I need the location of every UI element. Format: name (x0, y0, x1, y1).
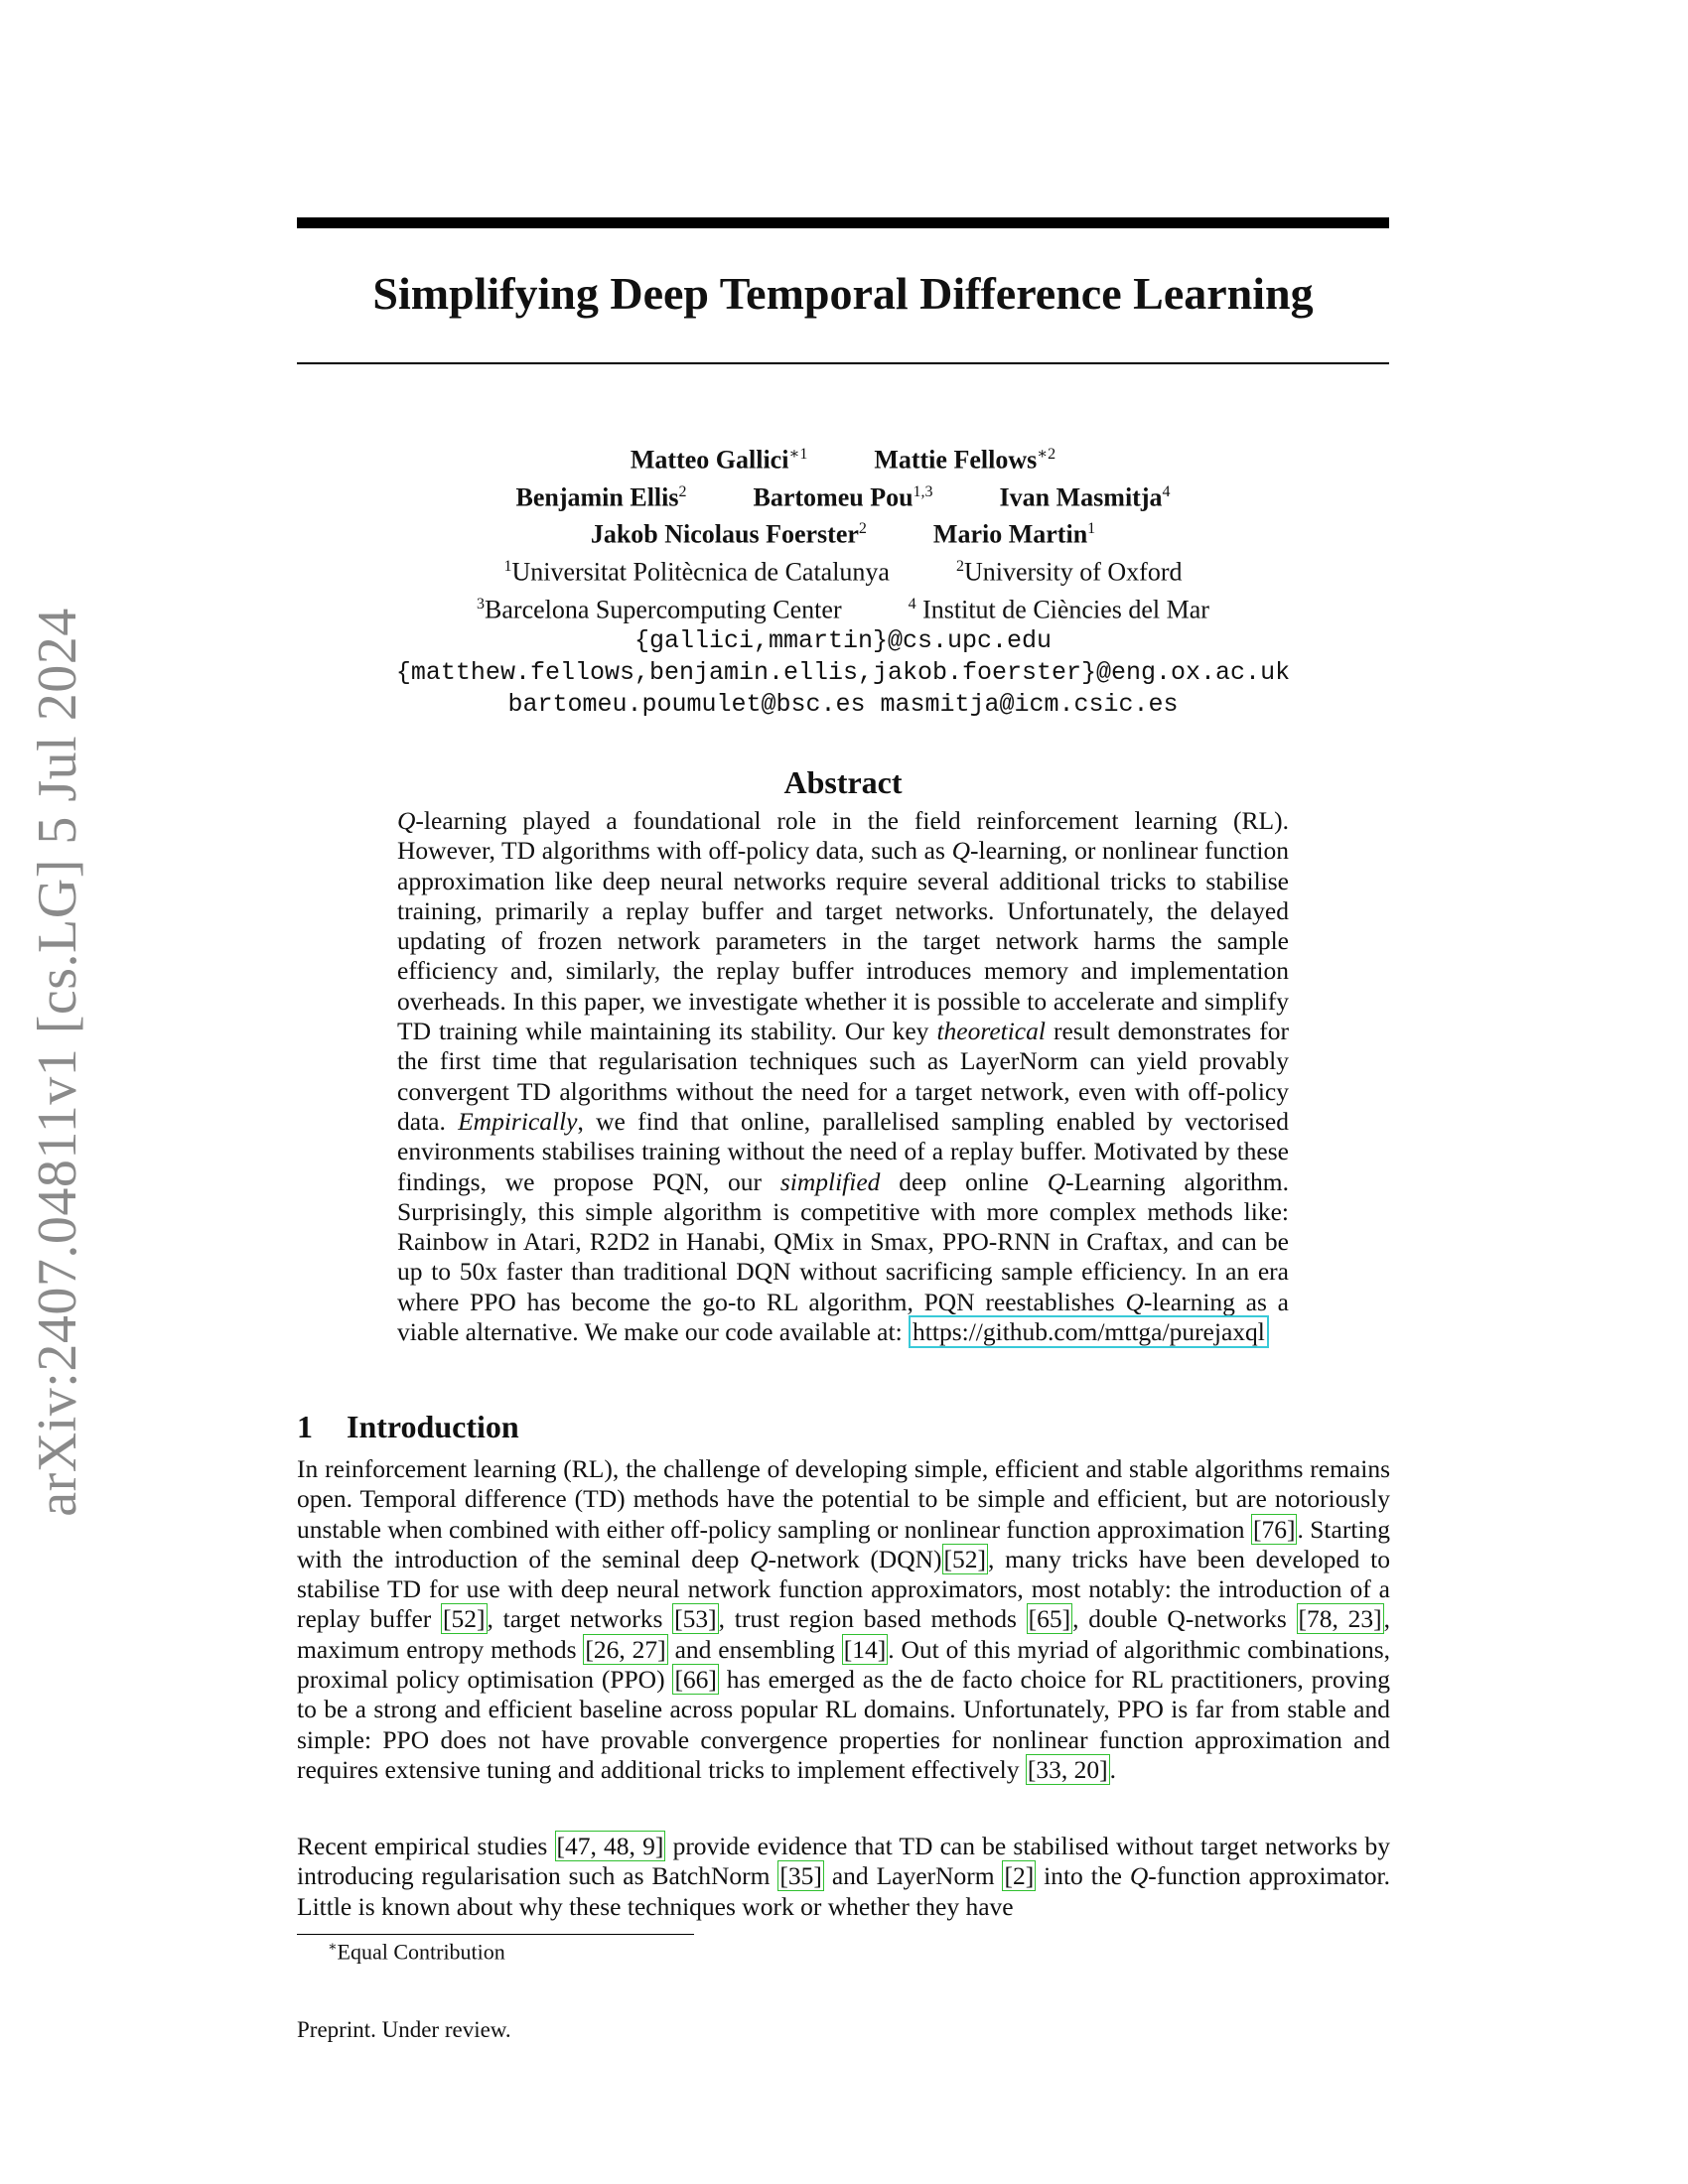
author-sup: 2 (678, 482, 687, 500)
footnote-mark: ∗ (328, 1940, 338, 1955)
citation-link[interactable]: [78, 23] (1298, 1604, 1382, 1634)
title-bottom-rule (297, 362, 1389, 364)
affiliation: Institut de Ciències del Mar (922, 595, 1209, 624)
section-heading-introduction (297, 1409, 519, 1445)
author-line-3 (297, 513, 1389, 551)
author-block (297, 439, 1389, 721)
body-text: provide evidence that TD can be stabilised without target networks by introducing regularisation such as BatchNorm (297, 1832, 1391, 1891)
preprint-notice: Preprint. Under review. (297, 2017, 511, 2042)
affiliation: Universitat Politècnica de Catalunya (511, 557, 890, 587)
section-number: 1 (297, 1409, 313, 1444)
affiliation-line-1 (297, 551, 1389, 589)
emphasis: Empirically (458, 1106, 578, 1136)
math-q: Q (750, 1544, 769, 1573)
math-q: Q (951, 836, 970, 866)
body-text: -function approximator. Little is known about why these techniques work or whether they have (297, 1861, 1391, 1921)
abstract-heading: Abstract (783, 764, 903, 800)
author-name: Mario Martin (932, 519, 1088, 549)
affiliation-sup: 2 (955, 557, 964, 575)
citation-link[interactable]: [35] (779, 1861, 822, 1891)
author-name: Matteo Gallici (630, 445, 789, 475)
author-sup: ∗2 (1037, 446, 1056, 463)
citation-link[interactable]: [53] (674, 1604, 717, 1634)
body-text: has emerged as the de facto choice for RL practitioners, proving to be a strong and efficient baseline across popular RL domains. Unfortunately, PPO is far from stable and simple: PPO does not have provable convergence properties for nonlinear function approximation and requires extensive tuning and additional tricks to implement effectively (297, 1665, 1390, 1784)
footnote-rule (297, 1934, 694, 1935)
citation-link[interactable]: [14] (843, 1634, 887, 1664)
author-sup: 1 (1087, 520, 1096, 538)
intro-paragraph-2 (297, 1832, 1390, 1922)
abstract-text: -learning as a viable alternative. We make our code available at: (397, 1287, 1290, 1347)
abstract-text: deep online (880, 1166, 1048, 1196)
author-name: Mattie Fellows (874, 445, 1038, 475)
intro-paragraph-1 (297, 1454, 1390, 1785)
author-name: Benjamin Ellis (515, 482, 679, 512)
abstract-text: -learning played a foundational role in the field reinforcement learning (RL). However, TD algorithms with off-policy data, such as (397, 806, 1289, 866)
footnote-text: Equal Contribution (337, 1939, 505, 1965)
affiliation-sup: 4 (908, 595, 916, 613)
body-text: . Starting with the introduction of the seminal deep (297, 1514, 1390, 1573)
math-q: Q (1047, 1166, 1066, 1196)
affiliation: Barcelona Supercomputing Center (485, 595, 842, 624)
email-line: {gallici,mmartin}@cs.upc.edu (633, 626, 1053, 656)
citation-link[interactable]: [52] (443, 1604, 486, 1634)
footnote (328, 1939, 505, 1965)
body-text: , trust region based methods (718, 1604, 1027, 1634)
emphasis: simplified (779, 1166, 881, 1196)
math-q: Q (397, 806, 416, 835)
abstract-body (397, 806, 1289, 1347)
citation-link[interactable]: [26, 27] (585, 1634, 666, 1664)
body-text: . (1109, 1754, 1116, 1784)
author-line-1 (297, 439, 1389, 477)
citation-link[interactable]: [33, 20] (1027, 1754, 1108, 1784)
author-sup: 4 (1162, 482, 1171, 500)
author-line-2 (297, 477, 1389, 514)
body-text: into the (1036, 1861, 1130, 1891)
abstract-text: result demonstrates for the first time that regularisation techniques such as LayerNorm can yield provably convergent TD algorithms without the need for a target network, even with off-policy data. (397, 1017, 1289, 1136)
author-sup: 2 (858, 520, 867, 538)
email-line: {matthew.fellows,benjamin.ellis,jakob.foerster}@eng.ox.ac.uk (395, 658, 1291, 688)
citation-link[interactable]: [65] (1028, 1604, 1071, 1634)
citation-link[interactable]: [76] (1252, 1514, 1296, 1544)
citation-link[interactable]: [52] (943, 1544, 987, 1573)
author-name: Ivan Masmitja (999, 482, 1163, 512)
affiliation-sup: 1 (503, 557, 512, 575)
body-text: , many tricks have been developed to stabilise TD for use with deep neural network function approximators, most notably: the introduction of a replay buffer (297, 1544, 1391, 1634)
body-text: Recent empirical studies (297, 1832, 555, 1860)
affiliation: University of Oxford (963, 557, 1183, 587)
body-text: , double Q-networks (1072, 1604, 1297, 1634)
author-sup: ∗1 (788, 446, 808, 463)
body-text: and ensembling (667, 1634, 842, 1664)
author-sup: 1,3 (913, 482, 933, 500)
abstract-text: , we find that online, parallelised sampling enabled by vectorised environments stabilises training without the need of a replay buffer. Motivated by these findings, we propose PQN, our (397, 1106, 1289, 1196)
affiliation-sup: 3 (477, 595, 486, 613)
email-line: bartomeu.poumulet@bsc.es masmitja@icm.csic.es (507, 690, 1179, 720)
affiliation-line-2 (297, 589, 1389, 626)
math-q: Q (1129, 1861, 1149, 1891)
body-text: , maximum entropy methods (297, 1604, 1391, 1664)
citation-link[interactable]: [66] (674, 1665, 717, 1695)
code-repo-link[interactable]: https://github.com/mttga/purejaxql (909, 1315, 1269, 1348)
body-text: In reinforcement learning (RL), the challenge of developing simple, efficient and stable algorithms remains open. Temporal difference (TD) methods have the potential to be simple and efficient, but are notoriously unstable when combined with either off-policy sampling or nonlinear function approximation (297, 1454, 1390, 1544)
body-text: -network (DQN) (768, 1544, 942, 1573)
emphasis: theoretical (936, 1017, 1046, 1046)
body-text: . Out of this myriad of algorithmic combinations, proximal policy optimisation (PPO) (297, 1634, 1391, 1695)
body-text: and LayerNorm (823, 1861, 1003, 1891)
title-top-rule (297, 217, 1389, 228)
author-name: Bartomeu Pou (753, 482, 914, 512)
body-text: , target networks (487, 1604, 673, 1634)
abstract-text: -learning, or nonlinear function approximation like deep neural networks require several additional tricks to stabilise training, primarily a replay buffer and target networks. Unfortunately, the delayed updating of frozen network parameters in the target network harms the sample efficiency and, similarly, the replay buffer introduces memory and implementation overheads. In this paper, we investigate whether it is possible to accelerate and simplify TD training while maintaining its stability. Our key (397, 836, 1289, 1046)
math-q: Q (1125, 1287, 1144, 1316)
section-title: Introduction (347, 1409, 519, 1444)
author-name: Jakob Nicolaus Foerster (590, 519, 859, 549)
arxiv-stamp: arXiv:2407.04811v1 [cs.LG] 5 Jul 2024 (27, 608, 88, 1517)
citation-link[interactable]: [2] (1004, 1861, 1035, 1891)
paper-title: Simplifying Deep Temporal Difference Learning (372, 268, 1314, 319)
abstract-text: -Learning algorithm. Surprisingly, this simple algorithm is competitive with more complex methods like: Rainbow in Atari, R2D2 in Hanabi, QMix in Smax, PPO-RNN in Craftax, and can be up to 50x faster than traditional DQN without sacrificing sample efficiency. In an era where PPO has become the go-to RL algorithm, PQN reestablishes (397, 1166, 1289, 1316)
citation-link[interactable]: [47, 48, 9] (556, 1832, 664, 1860)
